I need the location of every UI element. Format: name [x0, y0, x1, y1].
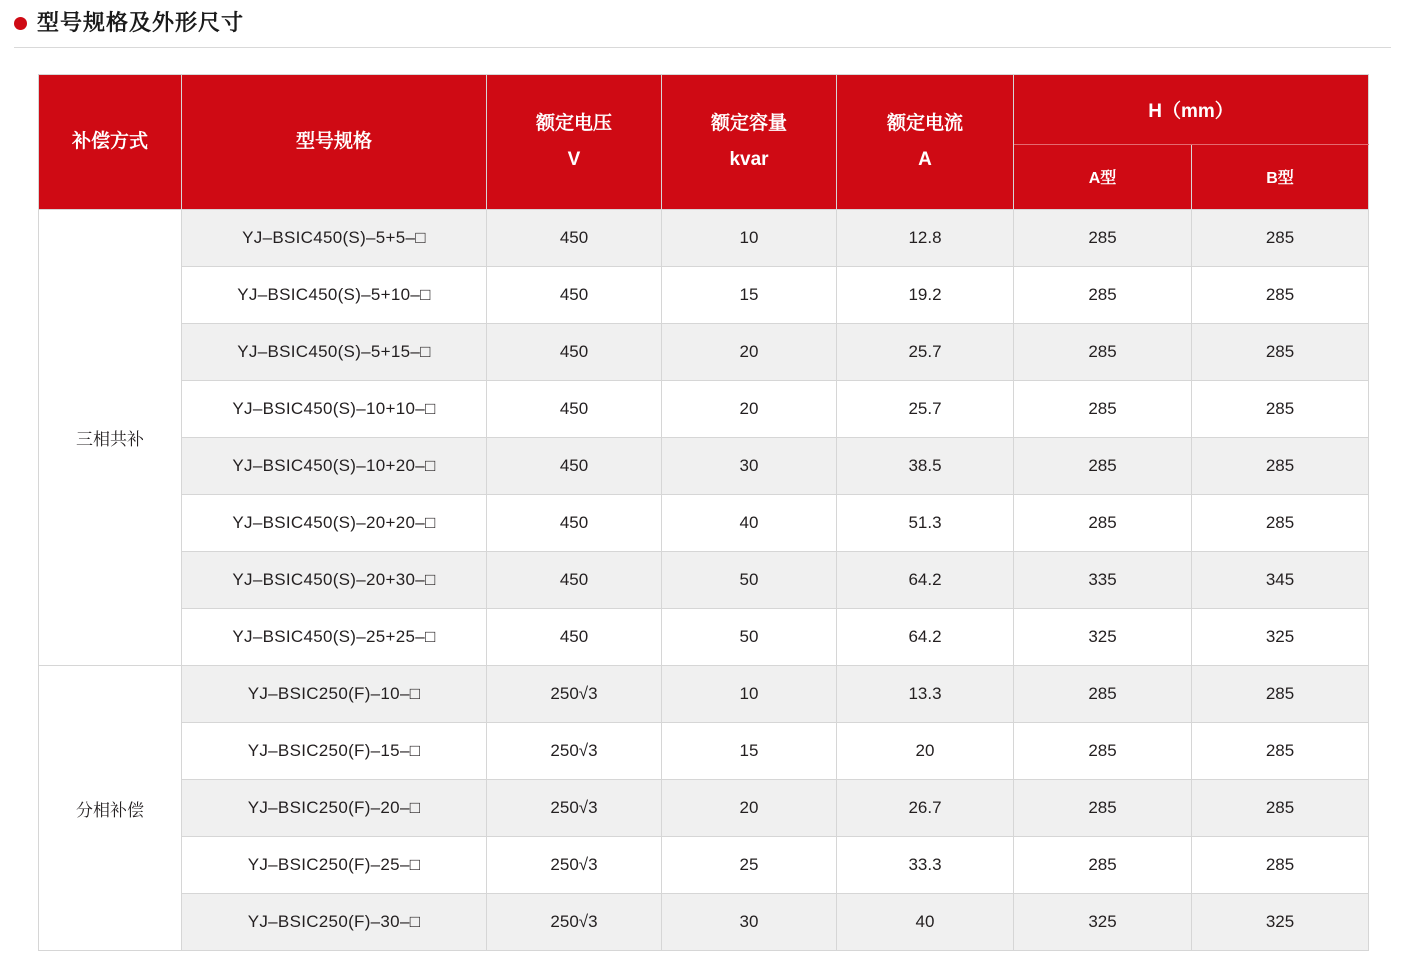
cell-model: YJ–BSIC250(F)–25–□	[182, 837, 487, 894]
col-header-h-type-b: B型	[1192, 144, 1369, 209]
cell-model: YJ–BSIC450(S)–20+20–□	[182, 495, 487, 552]
col-header-h-group: H（mm）	[1014, 75, 1369, 145]
page-title: 型号规格及外形尺寸	[37, 10, 245, 35]
cell-model: YJ–BSIC250(F)–10–□	[182, 666, 487, 723]
cell-h-type-b: 285	[1192, 723, 1369, 780]
cell-current: 25.7	[837, 381, 1014, 438]
col-header-current-line1: 额定电流	[886, 112, 963, 134]
table-row	[39, 609, 1369, 666]
cell-current: 12.8	[837, 210, 1014, 267]
cell-model: YJ–BSIC250(F)–30–□	[182, 894, 487, 951]
cell-h-type-b: 285	[1192, 267, 1369, 324]
cell-current: 20	[837, 723, 1014, 780]
cell-current: 25.7	[837, 324, 1014, 381]
cell-current: 64.2	[837, 552, 1014, 609]
cell-capacity: 15	[662, 723, 837, 780]
cell-capacity: 20	[662, 780, 837, 837]
spec-table	[38, 74, 1369, 951]
cell-h-type-b: 285	[1192, 666, 1369, 723]
table-row	[39, 267, 1369, 324]
cell-current: 51.3	[837, 495, 1014, 552]
table-row	[39, 780, 1369, 837]
col-header-voltage-line2: V	[567, 149, 581, 170]
cell-model: YJ–BSIC450(S)–5+10–□	[182, 267, 487, 324]
col-header-current	[837, 75, 1014, 210]
cell-current: 13.3	[837, 666, 1014, 723]
cell-h-type-a: 325	[1014, 609, 1192, 666]
cell-capacity: 30	[662, 894, 837, 951]
cell-h-type-a: 285	[1014, 837, 1192, 894]
cell-h-type-a: 285	[1014, 324, 1192, 381]
cell-h-type-a: 285	[1014, 210, 1192, 267]
cell-capacity: 50	[662, 552, 837, 609]
cell-capacity: 15	[662, 267, 837, 324]
cell-voltage: 450	[487, 495, 662, 552]
cell-h-type-b: 285	[1192, 381, 1369, 438]
cell-model: YJ–BSIC450(S)–20+30–□	[182, 552, 487, 609]
cell-current: 64.2	[837, 609, 1014, 666]
cell-voltage: 450	[487, 381, 662, 438]
cell-voltage: 450	[487, 210, 662, 267]
col-header-current-line2: A	[918, 149, 932, 170]
col-header-mode: 补偿方式	[39, 75, 182, 210]
cell-h-type-a: 285	[1014, 438, 1192, 495]
cell-current: 40	[837, 894, 1014, 951]
cell-voltage: 450	[487, 267, 662, 324]
cell-model: YJ–BSIC450(S)–10+10–□	[182, 381, 487, 438]
cell-h-type-a: 335	[1014, 552, 1192, 609]
cell-capacity: 10	[662, 666, 837, 723]
col-header-capacity-line1: 额定容量	[710, 112, 787, 134]
cell-voltage: 450	[487, 324, 662, 381]
cell-capacity: 10	[662, 210, 837, 267]
cell-capacity: 30	[662, 438, 837, 495]
col-header-capacity	[662, 75, 837, 210]
cell-model: YJ–BSIC450(S)–10+20–□	[182, 438, 487, 495]
cell-h-type-b: 285	[1192, 837, 1369, 894]
cell-h-type-b: 325	[1192, 894, 1369, 951]
cell-capacity: 50	[662, 609, 837, 666]
cell-model: YJ–BSIC450(S)–5+15–□	[182, 324, 487, 381]
col-header-voltage-line1: 额定电压	[535, 112, 612, 134]
cell-h-type-a: 285	[1014, 723, 1192, 780]
table-row	[39, 552, 1369, 609]
spec-table-wrapper	[38, 74, 1368, 951]
cell-h-type-a: 285	[1014, 495, 1192, 552]
cell-h-type-b: 325	[1192, 609, 1369, 666]
section-header	[0, 0, 1405, 34]
cell-h-type-a: 325	[1014, 894, 1192, 951]
cell-capacity: 25	[662, 837, 837, 894]
table-row	[39, 324, 1369, 381]
cell-voltage: 250√3	[487, 837, 662, 894]
table-row	[39, 723, 1369, 780]
cell-current: 33.3	[837, 837, 1014, 894]
table-row	[39, 666, 1369, 723]
cell-voltage: 450	[487, 609, 662, 666]
cell-capacity: 20	[662, 381, 837, 438]
cell-h-type-b: 285	[1192, 495, 1369, 552]
cell-mode: 三相共补	[39, 210, 182, 666]
cell-capacity: 20	[662, 324, 837, 381]
col-header-model: 型号规格	[182, 75, 487, 210]
cell-h-type-b: 285	[1192, 438, 1369, 495]
cell-h-type-b: 285	[1192, 210, 1369, 267]
table-row	[39, 495, 1369, 552]
table-row	[39, 210, 1369, 267]
col-header-voltage	[487, 75, 662, 210]
cell-h-type-a: 285	[1014, 780, 1192, 837]
table-row	[39, 381, 1369, 438]
col-header-capacity-line2: kvar	[729, 149, 769, 170]
cell-capacity: 40	[662, 495, 837, 552]
cell-model: YJ–BSIC250(F)–20–□	[182, 780, 487, 837]
cell-mode: 分相补偿	[39, 666, 182, 951]
cell-voltage: 250√3	[487, 723, 662, 780]
col-header-h-type-a: A型	[1014, 144, 1192, 209]
cell-current: 19.2	[837, 267, 1014, 324]
table-row	[39, 894, 1369, 951]
table-row	[39, 438, 1369, 495]
cell-voltage: 250√3	[487, 780, 662, 837]
cell-h-type-b: 345	[1192, 552, 1369, 609]
cell-model: YJ–BSIC450(S)–25+25–□	[182, 609, 487, 666]
cell-h-type-a: 285	[1014, 381, 1192, 438]
cell-current: 38.5	[837, 438, 1014, 495]
cell-h-type-a: 285	[1014, 666, 1192, 723]
bullet-icon	[14, 17, 27, 30]
cell-current: 26.7	[837, 780, 1014, 837]
cell-voltage: 250√3	[487, 894, 662, 951]
table-body	[39, 210, 1369, 951]
header-divider	[14, 47, 1391, 48]
cell-voltage: 250√3	[487, 666, 662, 723]
cell-h-type-a: 285	[1014, 267, 1192, 324]
cell-voltage: 450	[487, 438, 662, 495]
cell-model: YJ–BSIC450(S)–5+5–□	[182, 210, 487, 267]
cell-model: YJ–BSIC250(F)–15–□	[182, 723, 487, 780]
cell-voltage: 450	[487, 552, 662, 609]
cell-h-type-b: 285	[1192, 324, 1369, 381]
cell-h-type-b: 285	[1192, 780, 1369, 837]
table-head	[39, 75, 1369, 210]
table-row	[39, 837, 1369, 894]
